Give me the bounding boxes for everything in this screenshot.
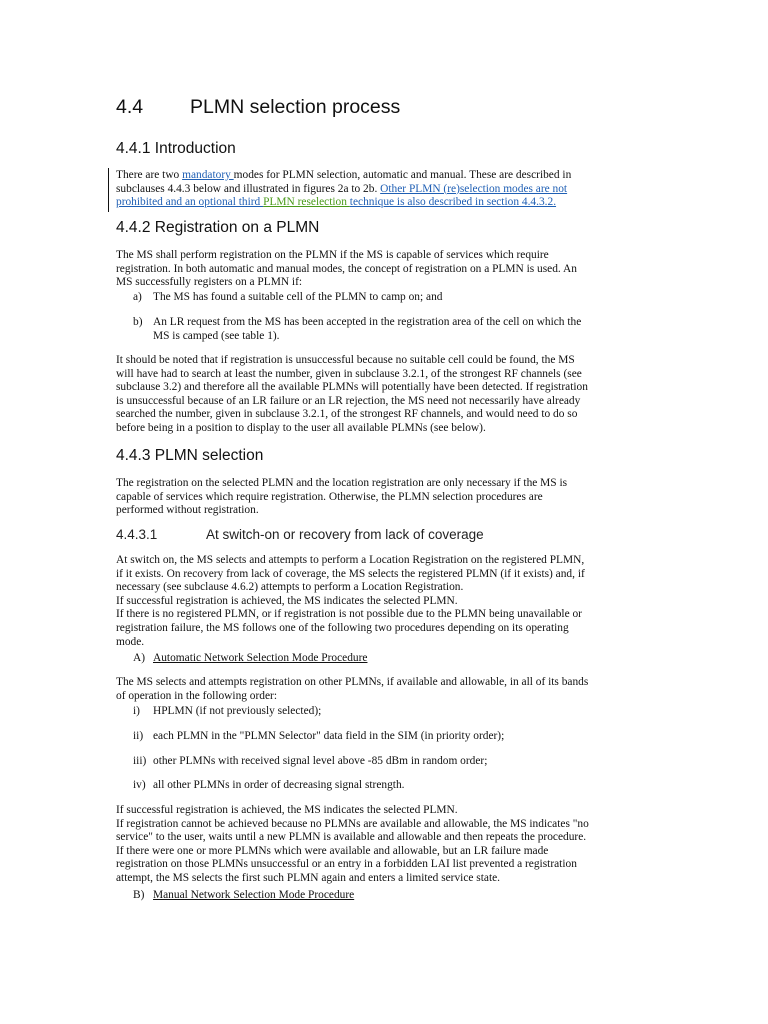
tracked-insertion-text-green: PLMN reselection <box>263 196 350 209</box>
text-line: If there is no registered PLMN, or if registration is not possible due to the PLMN being unavailable or <box>116 608 582 621</box>
list-marker: ii) <box>133 730 144 742</box>
list-marker: iii) <box>133 755 147 767</box>
procedure-label: Manual Network Selection Mode Procedure <box>153 889 355 901</box>
list-item-text: other PLMNs with received signal level above -85 dBm in random order; <box>153 755 488 767</box>
text-run: There are two <box>116 169 183 181</box>
heading-4-4-1: 4.4.1 Introduction <box>116 140 236 157</box>
section-number: 4.4.3.1 <box>116 527 158 542</box>
paragraph-after-selection <box>116 804 656 886</box>
text-line <box>116 196 656 210</box>
order-item-iv <box>133 779 404 793</box>
order-item-ii <box>133 730 504 744</box>
text-line: If successful registration is achieved, the MS indicates the selected PLMN. <box>116 804 458 816</box>
text-line: service" to the user, waits until a new PLMN is available and allowable and then repeats the procedure. <box>116 831 587 844</box>
list-marker: B) <box>133 889 145 901</box>
text-line: capable of services which require registration. Otherwise, the PLMN selection procedures are <box>116 490 543 503</box>
section-title: At switch-on or recovery from lack of coverage <box>206 527 484 542</box>
paragraph-registration-note <box>116 354 656 436</box>
text-line: The MS selects and attempts registration on other PLMNs, if available and allowable, in all of its bands <box>116 676 589 688</box>
tracked-insertion-text: prohibited and an optional third <box>116 196 264 209</box>
text-line: The registration on the selected PLMN and the location registration are only necessary if the MS is <box>116 477 568 489</box>
text-run: modes for PLMN selection, automatic and manual. These are described in <box>233 169 572 181</box>
list-item-a <box>133 291 442 305</box>
order-item-iii <box>133 755 487 769</box>
text-line: before being in a position to display to the user all available PLMNs (see below). <box>116 421 486 434</box>
list-marker: b) <box>133 316 143 328</box>
text-line: MS successfully registers on a PLMN if: <box>116 276 303 289</box>
list-marker: A) <box>133 652 146 664</box>
heading-4-4-2: 4.4.2 Registration on a PLMN <box>116 219 320 236</box>
list-item-text: HPLMN (if not previously selected); <box>153 705 322 717</box>
procedure-label: Automatic Network Selection Mode Procedure <box>153 652 368 664</box>
list-marker: i) <box>133 705 140 717</box>
text-line: If successful registration is achieved, the MS indicates the selected PLMN. <box>116 594 458 607</box>
text-line: if it exists. On recovery from lack of coverage, the MS selects the registered PLMN (if it exists) and, if <box>116 567 585 580</box>
procedure-a-heading <box>133 652 367 666</box>
text-line: attempt, the MS selects the first such PLMN again and enters a limited service state. <box>116 871 501 884</box>
list-marker: iv) <box>133 779 146 791</box>
paragraph-registration-intro <box>116 249 656 290</box>
text-line: It should be noted that if registration is unsuccessful because no suitable cell could be found, the MS <box>116 354 575 366</box>
section-heading-4-4 <box>116 96 400 119</box>
text-run: subclauses 4.4.3 below and illustrated in figures 2a to 2b. <box>116 182 381 195</box>
procedure-b-heading <box>133 889 354 903</box>
paragraph-plmn-selection <box>116 477 656 518</box>
list-item-b <box>133 316 581 330</box>
list-item-text: An LR request from the MS has been accepted in the registration area of the cell on which the <box>153 316 582 328</box>
text-line: registration on those PLMNs unsuccessful or an entry in a forbidden LAI list prevented a registration <box>116 858 577 871</box>
text-line <box>116 169 656 183</box>
text-line: performed without registration. <box>116 504 259 517</box>
tracked-insertion-text: Other PLMN (re)selection modes are not <box>380 182 568 195</box>
text-line: is unsuccessful because of an LR failure or an LR rejection, the MS need not necessarily have already <box>116 394 581 407</box>
text-line: of operation in the following order: <box>116 689 278 702</box>
list-item-text: all other PLMNs in order of decreasing signal strength. <box>153 779 405 791</box>
text-line: subclause 3.2) and therefore all the available PLMNs will potentially have been detected. If registration <box>116 381 588 394</box>
order-item-i <box>133 705 321 719</box>
section-title: PLMN selection process <box>190 96 401 118</box>
heading-4-4-3-1 <box>116 527 484 542</box>
text-line <box>116 183 656 197</box>
paragraph-automatic-order <box>116 676 656 703</box>
text-line: If registration cannot be achieved because no PLMNs are available and allowable, the MS indicates "no <box>116 817 589 830</box>
revision-change-bar <box>108 168 109 212</box>
text-line: will have had to search at least the number, given in subclause 3.2.1, of the strongest RF channels (see <box>116 367 582 380</box>
heading-4-4-3: 4.4.3 PLMN selection <box>116 447 264 464</box>
text-line: necessary (see subclause 4.6.2) attempts to perform a Location Registration. <box>116 581 464 594</box>
text-line: If there were one or more PLMNs which were available and allowable, but an LR failure made <box>116 844 549 857</box>
text-line: mode. <box>116 635 145 648</box>
text-line: searched the number, given in subclause 3.2.1, of the strongest RF channels, and would need to do so <box>116 408 578 421</box>
text-line: registration failure, the MS follows one of the following two procedures depending on its operating <box>116 621 569 634</box>
tracked-insertion-text: technique is also described in section 4.4.3.2. <box>349 196 557 209</box>
list-item-b-continued: MS is camped (see table 1). <box>153 330 280 342</box>
text-line: registration. In both automatic and manual modes, the concept of registration on a PLMN is used. An <box>116 262 577 275</box>
section-number: 4.4 <box>116 96 144 118</box>
text-line: The MS shall perform registration on the PLMN if the MS is capable of services which require <box>116 249 549 261</box>
link-mandatory[interactable]: mandatory <box>182 169 234 181</box>
paragraph-introduction <box>116 169 656 210</box>
list-item-text: The MS has found a suitable cell of the PLMN to camp on; and <box>153 291 443 303</box>
list-item-text: each PLMN in the "PLMN Selector" data field in the SIM (in priority order); <box>153 730 505 742</box>
text-line: At switch on, the MS selects and attempts to perform a Location Registration on the registered PLMN, <box>116 554 585 566</box>
list-marker: a) <box>133 291 142 303</box>
paragraph-switch-on <box>116 554 656 649</box>
